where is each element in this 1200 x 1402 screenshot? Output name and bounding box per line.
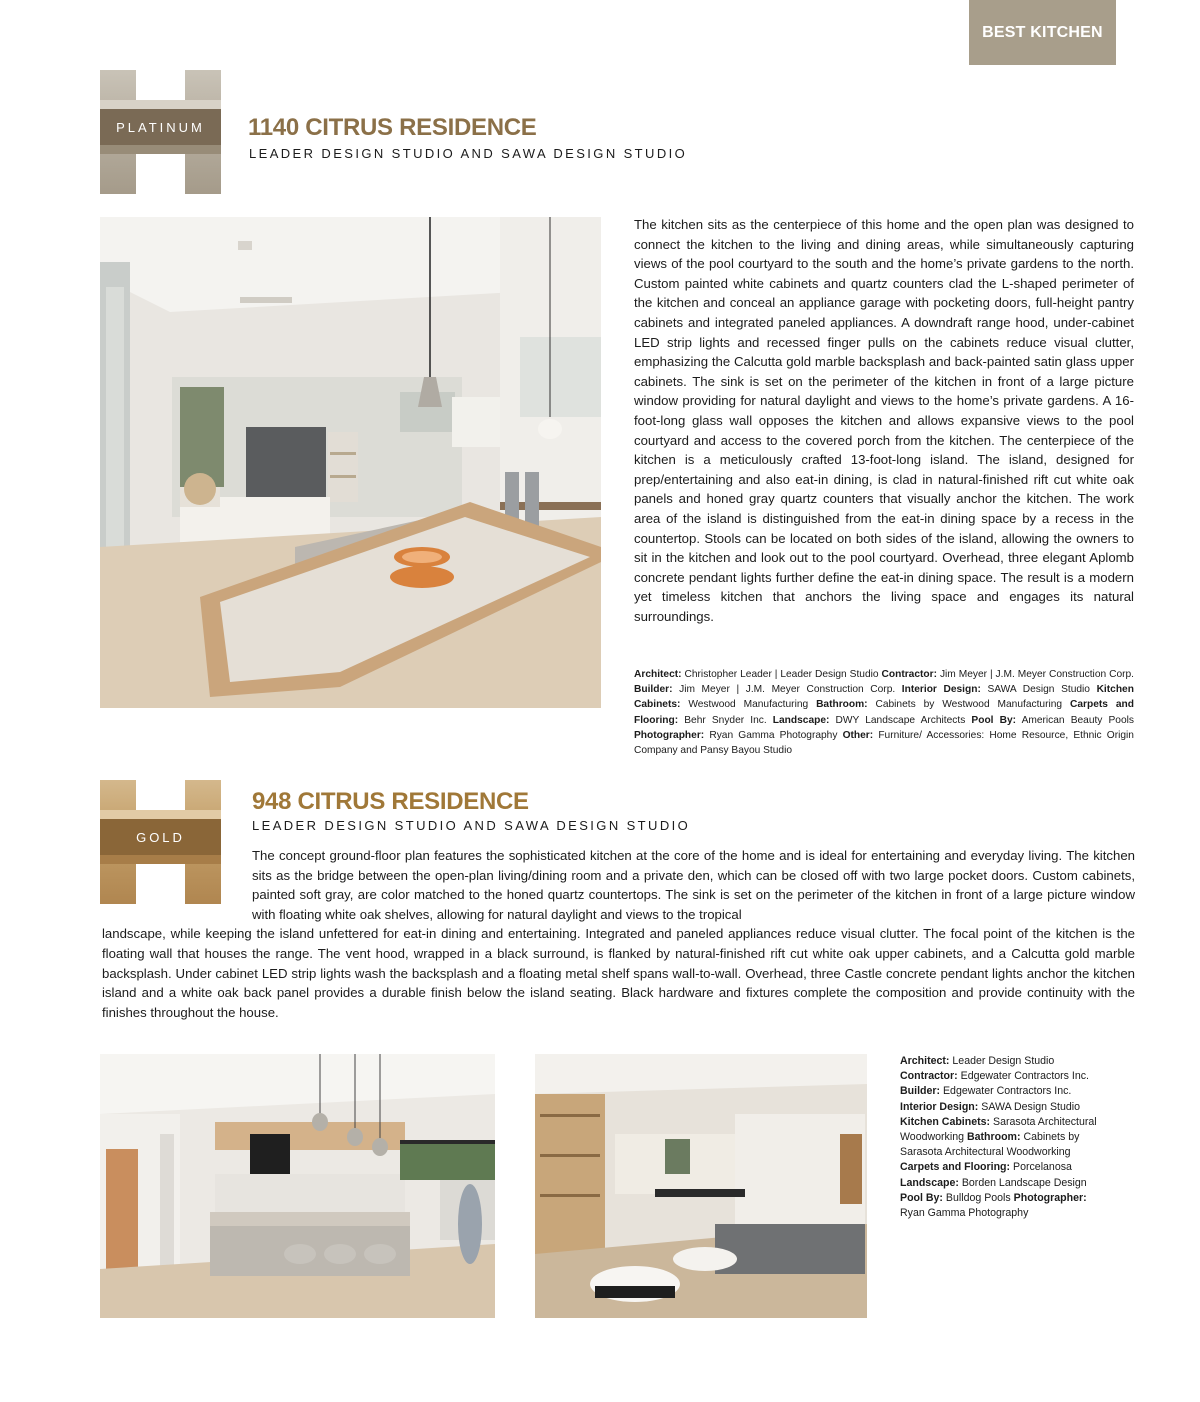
credit-value: American Beauty Pools [1021, 714, 1134, 726]
credit-label: Photographer: [1013, 1191, 1087, 1204]
project-description [102, 846, 1135, 1022]
credit-value: Edgewater Contractors Inc. [960, 1070, 1090, 1083]
credit-value: Sarasota Architectural Woodworking [900, 1115, 1097, 1144]
project-title: 1140 CITRUS RESIDENCE [248, 114, 537, 141]
credit-value: Christopher Leader | Leader Design Studio [684, 669, 879, 680]
credit-value: Cabinets by Westwood Manufacturing [875, 699, 1063, 711]
credit-label: Pool By: [900, 1191, 943, 1204]
credit-label: Contractor: [900, 1070, 958, 1083]
platinum-award-badge [100, 70, 221, 194]
description-rest: landscape, while keeping the island unfettered for eat-in dining and entertaining. Integrated and paneled appliances reduce visual clutter. The focal point of the kitchen is the floating wall that houses the range. The vent hood, wrapped in a black surround, is flanked by natural-finished rift cut white oak upper cabinets, and a Calcutta gold marble backsplash. Under cabinet LED strip lights wash the backsplash and a floating metal shelf spans wall-to-wall. Overhead, three Castle concrete pendant lights anchor the kitchen island and a white oak back panel provides a durable finish below the island seating. Black hardware and fixtures complete the composition and provide continuity with the finishes throughout the house. [102, 926, 1135, 1020]
credit-label: Interior Design: [900, 1100, 979, 1113]
credit-label: Carpets and Flooring: [634, 699, 1134, 726]
credit-value: Edgewater Contractors Inc. [942, 1085, 1072, 1098]
project-credits [900, 1054, 1112, 1221]
credit-value: DWY Landscape Architects [835, 714, 966, 726]
credit-value: Porcelanosa [1013, 1161, 1072, 1174]
credit-label: Landscape: [900, 1176, 959, 1189]
credit-value: Jim Meyer | J.M. Meyer Construction Corp. [939, 669, 1135, 680]
credit-label: Builder: [634, 684, 673, 696]
credit-label: Architect: [634, 669, 682, 680]
credit-label: Interior Design: [901, 684, 981, 696]
credit-value: Borden Landscape Design [961, 1176, 1087, 1189]
credit-value: Bulldog Pools [945, 1191, 1011, 1204]
project-firms: LEADER DESIGN STUDIO AND SAWA DESIGN STUDIO [252, 818, 691, 833]
credit-value: Furniture/ Accessories: Home Resource, Ethnic Origin Company and Pansy Bayou Studio [634, 729, 1134, 757]
credit-label: Kitchen Cabinets: [900, 1115, 991, 1128]
credit-value: Leader Design Studio [952, 1055, 1055, 1067]
credit-label: Bathroom: [966, 1131, 1021, 1144]
credit-label: Kitchen Cabinets: [634, 684, 1134, 711]
credit-label: Other: [842, 729, 874, 741]
award-label: PLATINUM [100, 109, 221, 145]
kitchen-photo [100, 1054, 495, 1318]
credit-label: Pool By: [971, 714, 1017, 726]
project-description: The kitchen sits as the centerpiece of this home and the open plan was designed to connect the kitchen to the living and dining areas, while simultaneously capturing views of the pool courtyard to the south and the home’s private gardens to the north. Custom painted white cabinets and quartz counters clad the L-shaped perimeter of the kitchen and conceal an appliance garage with pocketing doors, full-height pantry cabinets and integrated paneled appliances. A downdraft range hood, under-cabinet LED strip lights and recessed finger pulls on the cabinets reduce visual clutter, emphasizing the Calcutta gold marble backsplash and back-painted satin glass upper cabinets. The sink is set on the perimeter of the kitchen in front of a large picture window providing for natural daylight and views to the home’s private gardens. A 16-foot-long glass wall opposes the kitchen and allows expansive views to the pool courtyard and access to the covered porch from the kitchen. The centerpiece of the kitchen is a meticulously crafted 13-foot-long island. The island, designed for prep/entertaining and also eat-in dining, is clad in natural-finished rift cut white oak panels and honed gray quartz counters that visually anchor the kitchen. The work area of the island is distinguished from the eat-in dining space by a recess in the countertop. Stools can be located on both sides of the island, allowing the owners to sit in the kitchen and look out to the pool courtyard. Overhead, three elegant Aplomb concrete pendant lights further define the eat-in dining space. The result is a modern yet timeless kitchen that anchors the living space and engages its natural surroundings. [634, 217, 1134, 624]
credit-label: Bathroom: [816, 699, 868, 711]
credit-label: Contractor: [881, 669, 937, 680]
credit-value: Ryan Gamma Photography [709, 729, 838, 741]
credit-value: Ryan Gamma Photography [900, 1207, 1029, 1220]
project-firms: LEADER DESIGN STUDIO AND SAWA DESIGN STUDIO [249, 146, 688, 161]
credit-label: Landscape: [772, 714, 830, 726]
credit-label: Carpets and Flooring: [900, 1161, 1011, 1174]
credit-label: Photographer: [634, 729, 705, 741]
section-tag: BEST KITCHEN [969, 0, 1116, 65]
credit-value: SAWA Design Studio [987, 684, 1090, 696]
credit-value: Behr Snyder Inc. [684, 714, 767, 726]
credit-value: Westwood Manufacturing [688, 699, 809, 711]
project-credits [634, 667, 1134, 758]
description-intro: The concept ground-floor plan features the sophisticated kitchen at the core of the home and is ideal for entertaining and everyday living. The kitchen sits as the bridge between the open-plan living/dining room and a private den, which can be closed off with two large pocket doors. Custom cabinets, painted soft gray, are color matched to the honed quartz countertops. The sink is set on the perimeter of the kitchen in front of a large picture window with floating white oak shelves, allowing for natural daylight and views to the tropical [252, 848, 1135, 922]
award-label: GOLD [100, 819, 221, 855]
credit-value: Cabinets by Sarasota Architectural Woodworking [900, 1131, 1080, 1159]
credit-label: Architect: [900, 1055, 950, 1067]
credit-value: SAWA Design Studio [981, 1100, 1080, 1113]
kitchen-island-photo [100, 217, 601, 708]
project-title: 948 CITRUS RESIDENCE [252, 788, 529, 815]
credit-label: Builder: [900, 1085, 941, 1098]
living-room-photo [535, 1054, 867, 1318]
credit-value: Jim Meyer | J.M. Meyer Construction Corp. [679, 684, 896, 696]
